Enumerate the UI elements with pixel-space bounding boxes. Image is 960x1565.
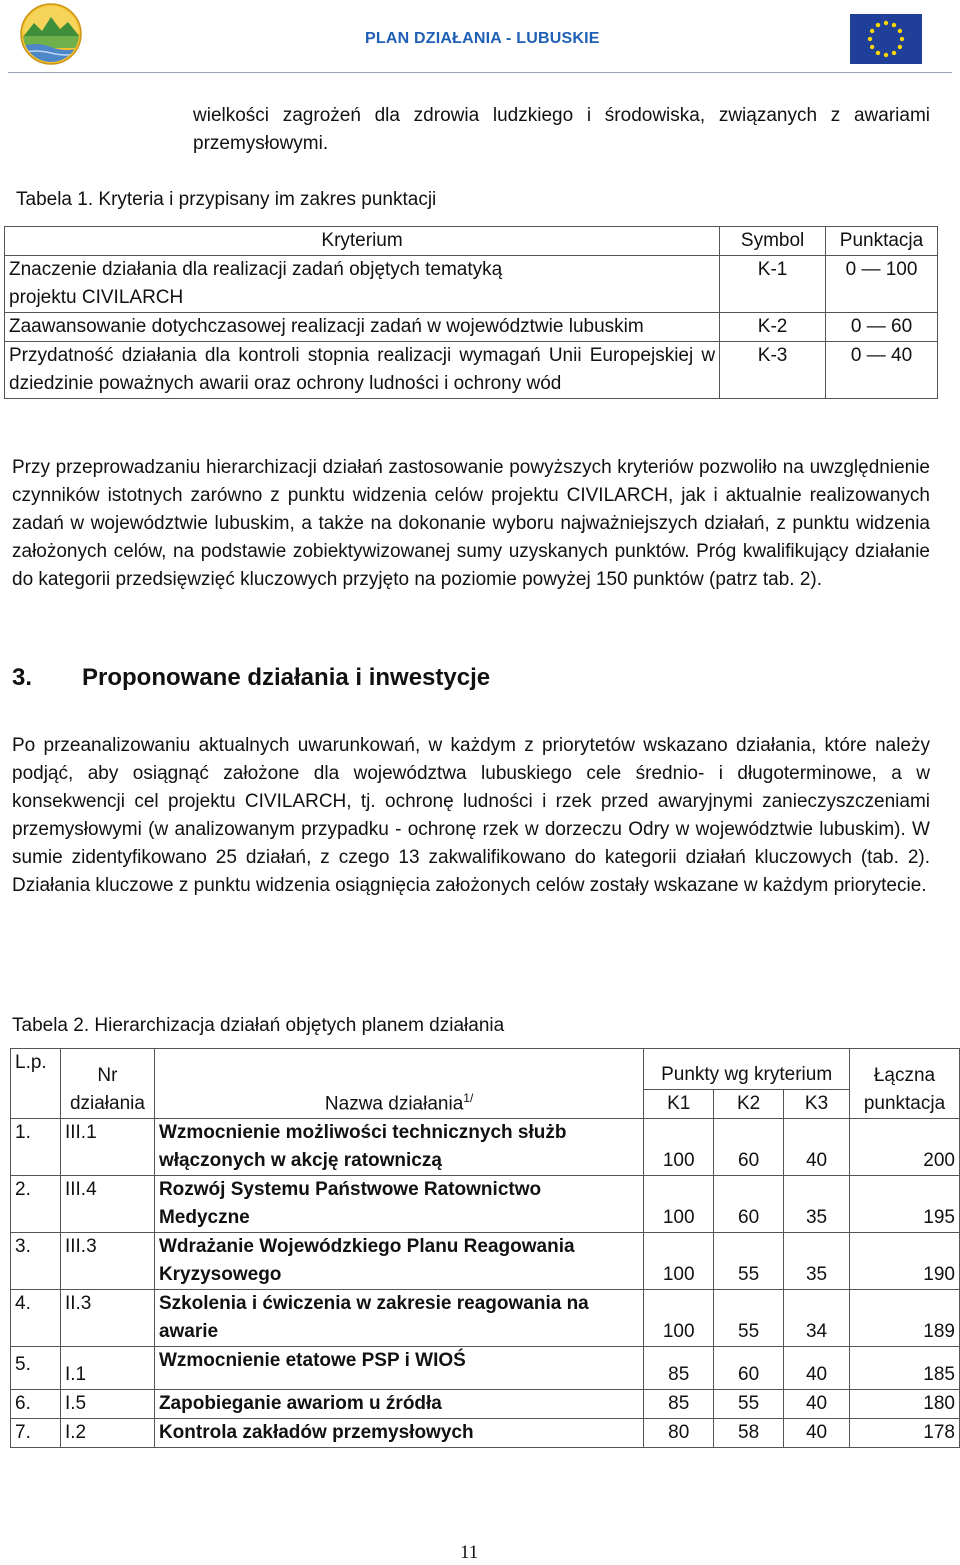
- k2-cell: 60: [714, 1347, 784, 1390]
- table-row: [11, 1233, 960, 1290]
- column-header-nr: [60, 1049, 154, 1119]
- lp-cell: 7.: [11, 1419, 61, 1448]
- column-header-symbol: Symbol: [720, 227, 826, 256]
- column-header-name-footnote: 1/: [463, 1090, 474, 1105]
- criterion-cell: Zaawansowanie dotychczasowej realizacji zadań w województwie lubuskim: [5, 313, 720, 342]
- action-name-cell: Rozwój Systemu Państwowe Ratownictwo Medyczne: [154, 1176, 643, 1233]
- section-number: 3.: [12, 664, 33, 691]
- nr-cell: I.1: [60, 1347, 154, 1390]
- k2-cell: 60: [714, 1176, 784, 1233]
- header-divider: [8, 72, 952, 73]
- score-cell: 0 — 60: [826, 313, 938, 342]
- table1-caption: Tabela 1. Kryteria i przypisany im zakres punktacji: [16, 189, 437, 210]
- criterion-cell: Znaczenie działania dla realizacji zadań objętych tematyką projektu CIVILARCH: [5, 256, 720, 313]
- lp-cell: 3.: [11, 1233, 61, 1290]
- k1-cell: 85: [644, 1390, 714, 1419]
- table-row: [11, 1347, 960, 1390]
- k3-cell: 35: [784, 1176, 850, 1233]
- k1-cell: 100: [644, 1119, 714, 1176]
- lp-cell: 6.: [11, 1390, 61, 1419]
- score-cell: 0 — 100: [826, 256, 938, 313]
- actions-ranking-table: [10, 1048, 960, 1448]
- column-header-k1: K1: [644, 1090, 714, 1119]
- total-cell: 185: [849, 1347, 959, 1390]
- section-heading: [12, 664, 490, 692]
- total-cell: 195: [849, 1176, 959, 1233]
- action-name-cell: Wzmocnienie możliwości technicznych służb włączonych w akcję ratowniczą: [154, 1119, 643, 1176]
- column-header-lp: L.p.: [11, 1049, 61, 1119]
- k2-cell: 55: [714, 1290, 784, 1347]
- nr-cell: II.3: [60, 1290, 154, 1347]
- column-header-total-line1: Łączna: [873, 1065, 936, 1086]
- paragraph-text: Po przeanalizowaniu aktualnych uwarunkowań, w każdym z priorytetów wskazano działania, które należy podjąć, aby osiągnąć założone dla województwa lubuskiego cele średnio- i długoterminowe, a w konsekwencji cel projektu CIVILARCH, tj. ochronę ludności i rzek przed awaryjnymi zanieczyszczeniami przemysłowymi (w analizowanym przypadku - ochronę rzek w dorzeczu Odry w województwie lubuskim). W sumie zidentyfikowano 25 działań, z czego 13 zakwalifikowano do kategorii działań kluczowych (tab. 2). Działania kluczowe z punktu widzenia osiągnięcia założonych celów zostały wskazane w każdym priorytecie.: [12, 735, 930, 896]
- header-title: PLAN DZIAŁANIA - LUBUSKIE: [365, 30, 600, 47]
- k1-cell: 85: [644, 1347, 714, 1390]
- page-number: 11: [460, 1542, 479, 1563]
- k2-cell: 60: [714, 1119, 784, 1176]
- total-cell: 189: [849, 1290, 959, 1347]
- symbol-cell: K-1: [720, 256, 826, 313]
- column-header-total-line2: punktacja: [863, 1093, 946, 1114]
- total-cell: 200: [849, 1119, 959, 1176]
- table-row: [11, 1419, 960, 1448]
- paragraph-text: Przy przeprowadzaniu hierarchizacji działań zastosowanie powyższych kryteriów pozwoliło na uwzględnienie czynników istotnych zarówno z punktu widzenia celów projektu CIVILARCH, jak i aktualnie realizowanych zadań w województwie lubuskim, a także na dokonanie wyboru najważniejszych działań, z punktu widzenia założonych celów, na podstawie zobiektywizowanej sumy uzyskanych punktów. Próg kwalifikujący działanie do kategorii przedsięwzięć kluczowych przyjęto na poziomie powyżej 150 punktów (patrz tab. 2).: [12, 457, 930, 590]
- nr-cell: III.1: [60, 1119, 154, 1176]
- k1-cell: 100: [644, 1176, 714, 1233]
- k1-cell: 100: [644, 1233, 714, 1290]
- column-header-nr-line1: Nr: [97, 1065, 118, 1086]
- criterion-cell: Przydatność działania dla kontroli stopnia realizacji wymagań Unii Europejskiej w dziedzinie poważnych awarii oraz ochrony ludności i ochrony wód: [5, 342, 720, 399]
- k3-cell: 40: [784, 1419, 850, 1448]
- column-header-k3: K3: [784, 1090, 850, 1119]
- symbol-cell: K-2: [720, 313, 826, 342]
- nr-cell: I.5: [60, 1390, 154, 1419]
- action-name-cell: Kontrola zakładów przemysłowych: [154, 1419, 643, 1448]
- nr-cell: III.3: [60, 1233, 154, 1290]
- table-row: [11, 1119, 960, 1176]
- lp-cell: 2.: [11, 1176, 61, 1233]
- eu-flag-icon: [850, 14, 922, 64]
- table-row: [11, 1390, 960, 1419]
- symbol-cell: K-3: [720, 342, 826, 399]
- k2-cell: 58: [714, 1419, 784, 1448]
- k3-cell: 34: [784, 1290, 850, 1347]
- table-header-row: [11, 1049, 960, 1090]
- lp-cell: 5.: [11, 1347, 61, 1390]
- nr-cell: III.4: [60, 1176, 154, 1233]
- k3-cell: 40: [784, 1347, 850, 1390]
- column-header-criterion: Kryterium: [5, 227, 720, 256]
- regional-landscape-logo-icon: [20, 3, 82, 65]
- total-cell: 180: [849, 1390, 959, 1419]
- action-name-cell: Wzmocnienie etatowe PSP i WIOŚ: [154, 1347, 643, 1390]
- table2-caption: Tabela 2. Hierarchizacja działań objętych planem działania: [12, 1015, 505, 1036]
- action-name-cell: Szkolenia i ćwiczenia w zakresie reagowania na awarie: [154, 1290, 643, 1347]
- column-header-total: [849, 1049, 959, 1119]
- k2-cell: 55: [714, 1390, 784, 1419]
- body-paragraph: [12, 732, 930, 900]
- nr-cell: I.2: [60, 1419, 154, 1448]
- total-cell: 190: [849, 1233, 959, 1290]
- total-cell: 178: [849, 1419, 959, 1448]
- k1-cell: 80: [644, 1419, 714, 1448]
- table-row: [11, 1176, 960, 1233]
- column-header-name-text: Nazwa działania: [324, 1093, 464, 1114]
- table-row: [5, 342, 938, 399]
- table-row: [5, 313, 938, 342]
- action-name-cell: Zapobieganie awariom u źródła: [154, 1390, 643, 1419]
- k3-cell: 40: [784, 1390, 850, 1419]
- column-header-name: [154, 1049, 643, 1119]
- column-header-points-group: Punkty wg kryterium: [644, 1049, 850, 1090]
- intro-text: wielkości zagrożeń dla zdrowia ludzkiego i środowiska, związanych z awariami przemysłowymi.: [193, 105, 930, 154]
- section-title: Proponowane działania i inwestycje: [82, 664, 491, 691]
- k2-cell: 55: [714, 1233, 784, 1290]
- table-row: [5, 256, 938, 313]
- body-paragraph: [12, 454, 930, 594]
- table-row: [11, 1290, 960, 1347]
- score-cell: 0 — 40: [826, 342, 938, 399]
- k3-cell: 35: [784, 1233, 850, 1290]
- lp-cell: 1.: [11, 1119, 61, 1176]
- action-name-cell: Wdrażanie Wojewódzkiego Planu Reagowania Kryzysowego: [154, 1233, 643, 1290]
- criteria-table: [4, 226, 938, 399]
- column-header-k2: K2: [714, 1090, 784, 1119]
- k3-cell: 40: [784, 1119, 850, 1176]
- column-header-score: Punktacja: [826, 227, 938, 256]
- column-header-nr-line2: działania: [69, 1093, 145, 1114]
- k1-cell: 100: [644, 1290, 714, 1347]
- table-header-row: [5, 227, 938, 256]
- lp-cell: 4.: [11, 1290, 61, 1347]
